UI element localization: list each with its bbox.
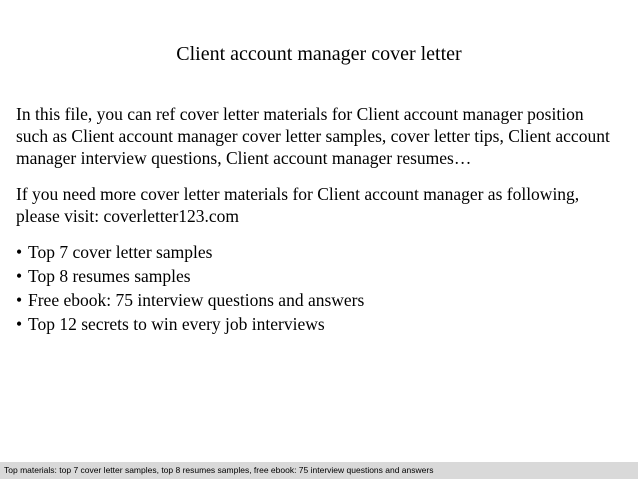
more-info-line: please visit: coverletter123.com [16,206,240,226]
bullet-icon: • [16,290,23,310]
intro-line: manager interview questions, Client account manager resumes… [16,148,472,168]
list-item [16,240,364,264]
bullet-icon: • [16,242,23,262]
intro-paragraph [16,103,626,169]
list-item [16,312,364,336]
page-title: Client account manager cover letter [176,43,462,65]
intro-line: In this file, you can ref cover letter materials for Client account manager position [16,104,584,124]
bullet-icon: • [16,314,23,334]
list-item [16,264,364,288]
footer-text: Top materials: top 7 cover letter samples, top 8 resumes samples, free ebook: 75 interview questions and answers [4,465,434,475]
intro-line: such as Client account manager cover letter samples, cover letter tips, Client account [16,126,610,146]
list-item-text: Top 7 cover letter samples [28,242,213,262]
list-item-text: Top 8 resumes samples [28,266,191,286]
more-info-paragraph [16,183,626,227]
bullet-icon: • [16,266,23,286]
footer-bar [0,462,638,479]
list-item-text: Top 12 secrets to win every job interviews [28,314,325,334]
list-item-text: Free ebook: 75 interview questions and answers [28,290,365,310]
list-item [16,288,364,312]
bullet-list [16,240,364,336]
more-info-line: If you need more cover letter materials for Client account manager as following, [16,184,580,204]
